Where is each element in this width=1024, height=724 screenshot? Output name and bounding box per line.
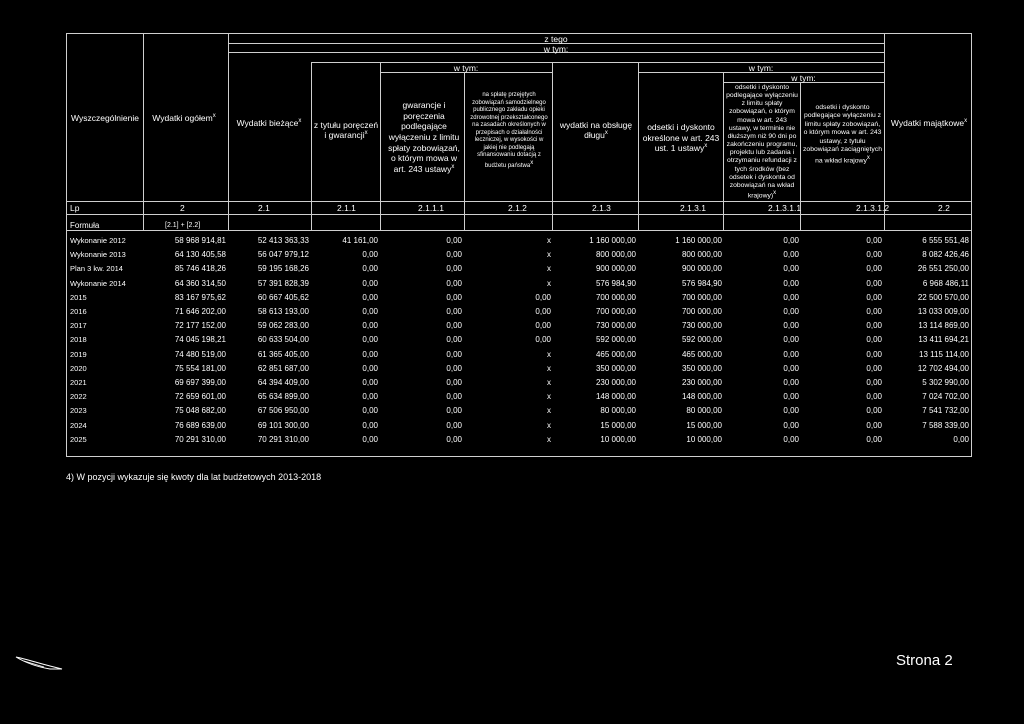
table-cell: 7 024 702,00 <box>922 392 969 402</box>
table-cell: 230 000,00 <box>595 378 636 387</box>
table-cell: 800 000,00 <box>681 250 722 260</box>
table-cell: 0,00 <box>866 236 882 245</box>
table-cell: 700 000,00 <box>681 307 722 316</box>
table-cell: 64 130 405,58 <box>174 250 226 260</box>
table-cell: 0,00 <box>446 236 462 245</box>
table-cell: 730 000,00 <box>681 321 722 331</box>
table-cell: 8 082 426,46 <box>922 250 969 260</box>
header-w-tym-top: w tym: <box>543 44 569 54</box>
table-cell: 26 551 250,00 <box>917 264 969 274</box>
table-cell: 72 659 601,00 <box>174 392 226 402</box>
lp-cell: 2.1.3.1.1 <box>768 203 802 213</box>
table-cell: 83 167 975,62 <box>174 292 226 302</box>
table-cell: 0,00 <box>362 321 378 331</box>
table-cell: 0,00 <box>362 264 378 274</box>
table-cell: 58 613 193,00 <box>257 307 309 316</box>
lp-cell: 2.1 <box>258 203 270 213</box>
table-cell: 41 161,00 <box>342 236 378 245</box>
table-cell: 7 588 339,00 <box>922 420 969 430</box>
formula-label: Formuła <box>70 221 100 230</box>
table-cell: 0,00 <box>446 349 462 359</box>
table-cell: 70 291 310,00 <box>174 434 226 444</box>
header-w-tym-right: w tym: <box>748 63 774 73</box>
header-wyszczegolnienie: Wyszczególnienie <box>71 113 139 123</box>
table-cell: 0,00 <box>866 321 882 331</box>
header-z-tytulu-poreczen: z tytułu poręczeń i gwarancji$^x$ <box>313 120 379 141</box>
table-cell: 0,00 <box>783 434 799 444</box>
table-cell: x <box>547 378 551 387</box>
table-cell: 74 045 198,21 <box>174 335 226 345</box>
table-cell: 0,00 <box>783 264 799 274</box>
table-cell: 0,00 <box>362 434 378 444</box>
table-cell: 74 480 519,00 <box>174 349 226 359</box>
row-label: 2023 <box>70 406 87 416</box>
table-cell: 67 506 950,00 <box>257 406 309 416</box>
table-cell: 13 114 869,00 <box>918 321 969 331</box>
table-cell: 64 360 314,50 <box>174 278 226 288</box>
table-cell: 0,00 <box>866 363 882 373</box>
row-label: 2020 <box>70 363 87 373</box>
table-cell: 0,00 <box>362 278 378 288</box>
table-cell: 0,00 <box>446 321 462 331</box>
table-cell: x <box>547 250 551 260</box>
table-cell: 15 000,00 <box>686 420 722 430</box>
table-cell: 0,00 <box>866 335 882 345</box>
table-cell: 56 047 979,12 <box>257 250 309 260</box>
table-cell: x <box>547 434 551 444</box>
table-cell: 900 000,00 <box>595 264 636 274</box>
table-cell: 0,00 <box>362 363 378 373</box>
table-cell: 0,00 <box>866 420 882 430</box>
table-cell: 52 413 363,33 <box>257 236 309 245</box>
table-cell: 700 000,00 <box>595 307 636 316</box>
table-cell: 0,00 <box>446 264 462 274</box>
table-cell: 65 634 899,00 <box>257 392 309 402</box>
table-cell: 57 391 828,39 <box>257 278 309 288</box>
table-cell: 592 000,00 <box>595 335 636 345</box>
header-wydatki-majatkowe: Wydatki majątkowe$^x$ <box>890 118 968 128</box>
table-cell: 592 000,00 <box>681 335 722 345</box>
table-cell: 69 101 300,00 <box>257 420 309 430</box>
table-cell: 700 000,00 <box>681 292 722 302</box>
table-cell: 465 000,00 <box>681 349 722 359</box>
table-cell: 1 160 000,00 <box>589 236 636 245</box>
table-cell: 75 048 682,00 <box>174 406 226 416</box>
table-cell: 0,00 <box>446 335 462 345</box>
table-cell: 0,00 <box>783 307 799 316</box>
table-cell: 22 500 570,00 <box>917 292 969 302</box>
table-cell: 0,00 <box>446 278 462 288</box>
header-wydatki-ogolem: Wydatki ogółem$^x$ <box>152 113 216 123</box>
table-cell: 0,00 <box>783 321 799 331</box>
table-cell: 0,00 <box>446 392 462 402</box>
table-cell: 1 160 000,00 <box>675 236 722 245</box>
lp-cell: 2.1.3 <box>592 203 611 213</box>
logo-icon <box>14 651 64 673</box>
table-cell: 465 000,00 <box>595 349 636 359</box>
table-cell: 0,00 <box>783 363 799 373</box>
table-cell: 0,00 <box>866 406 882 416</box>
table-cell: 58 968 914,81 <box>174 236 226 245</box>
table-cell: 0,00 <box>362 349 378 359</box>
table-cell: 148 000,00 <box>595 392 636 402</box>
table-cell: 0,00 <box>446 307 462 316</box>
table-cell: 0,00 <box>783 406 799 416</box>
table-cell: 0,00 <box>362 335 378 345</box>
table-cell: 59 062 283,00 <box>257 321 309 331</box>
lp-cell: 2.1.1.1 <box>418 203 444 213</box>
table-cell: 576 984,90 <box>595 278 636 288</box>
table-cell: 6 555 551,48 <box>922 236 969 245</box>
table-cell: 350 000,00 <box>595 363 636 373</box>
table-cell: 0,00 <box>783 236 799 245</box>
table-cell: 0,00 <box>446 363 462 373</box>
table-cell: 0,00 <box>783 250 799 260</box>
table-cell: 71 646 202,00 <box>174 307 226 316</box>
row-label: Plan 3 kw. 2014 <box>70 264 123 274</box>
table-cell: 0,00 <box>362 250 378 260</box>
header-wydatki-biezace: Wydatki bieżące$^x$ <box>236 118 302 128</box>
table-cell: 61 365 405,00 <box>257 349 309 359</box>
table-cell: 0,00 <box>362 307 378 316</box>
table-cell: 0,00 <box>446 420 462 430</box>
table-cell: 72 177 152,00 <box>174 321 226 331</box>
table-cell: 0,00 <box>783 349 799 359</box>
header-odsetki-90: odsetki i dyskonto podlegające wyłączeniu z limitu spłaty zobowiązań, o którym mowa w art. 243 ustawy, w terminie nie dłuższym niż 90 dni po zakończeniu programu, projektu lub zadania i otrzymaniu refundacji z tych środków (bez odsetek i dyskonta od zobowiązań na wkład krajowy)x <box>726 84 798 200</box>
row-label: Wykonanie 2014 <box>70 278 126 288</box>
table-cell: 59 195 168,26 <box>257 264 309 274</box>
lp-cell: 2.1.2 <box>508 203 527 213</box>
lp-cell: 2.1.3.1 <box>680 203 706 213</box>
table-cell: 85 746 418,26 <box>174 264 226 274</box>
table-cell: 76 689 639,00 <box>174 420 226 430</box>
table-cell: 576 984,90 <box>681 278 722 288</box>
header-odsetki-243: odsetki i dyskonto określone w art. 243 ust. 1 ustawy$^x$ <box>642 122 720 154</box>
table-cell: 730 000,00 <box>595 321 636 331</box>
table-cell: 13 411 694,21 <box>918 335 969 345</box>
row-label: 2016 <box>70 307 87 316</box>
table-cell: 0,00 <box>866 349 882 359</box>
table-cell: 62 851 687,00 <box>257 363 309 373</box>
lp-cell: 2.2 <box>938 203 950 213</box>
table-cell: 64 394 409,00 <box>257 378 309 387</box>
table-cell: 0,00 <box>362 406 378 416</box>
table-cell: x <box>547 406 551 416</box>
table-cell: 0,00 <box>783 420 799 430</box>
row-label: 2017 <box>70 321 87 331</box>
table-cell: 75 554 181,00 <box>174 363 226 373</box>
table-cell: 0,00 <box>866 378 882 387</box>
lp-cell: 2.1.3.1.2 <box>856 203 890 213</box>
table-cell: x <box>547 392 551 402</box>
table-cell: x <box>547 420 551 430</box>
row-label: 2024 <box>70 420 87 430</box>
table-cell: 800 000,00 <box>595 250 636 260</box>
header-gwarancje: gwarancje i poręczenia podlegające wyłączeniu z limitu spłaty zobowiązań, o którym mowa w art. 243 ustawy$^x$ <box>388 100 460 174</box>
header-z-tego: z tego <box>544 34 568 44</box>
table-cell: 0,00 <box>446 292 462 302</box>
footnote: 4) W pozycji wykazuje się kwoty dla lat budżetowych 2013-2018 <box>66 472 322 482</box>
row-label: 2015 <box>70 292 87 302</box>
table-cell: 13 033 009,00 <box>917 307 969 316</box>
table-cell: 15 000,00 <box>600 420 636 430</box>
table-cell: 0,00 <box>446 378 462 387</box>
table-cell: 0,00 <box>446 434 462 444</box>
row-label: 2018 <box>70 335 87 345</box>
table-cell: 700 000,00 <box>595 292 636 302</box>
table-cell: x <box>547 349 551 359</box>
table-cell: 0,00 <box>362 392 378 402</box>
row-label: 2022 <box>70 392 87 402</box>
table-cell: 0,00 <box>362 292 378 302</box>
table-cell: 0,00 <box>362 378 378 387</box>
table-cell: 900 000,00 <box>681 264 722 274</box>
row-label: 2021 <box>70 378 87 387</box>
row-label: 2019 <box>70 349 87 359</box>
table-cell: 350 000,00 <box>681 363 722 373</box>
table-cell: 5 302 990,00 <box>922 378 969 387</box>
table-cell: 0,00 <box>535 292 551 302</box>
table-cell: 0,00 <box>783 335 799 345</box>
lp-label: Lp <box>70 203 80 213</box>
table-cell: 13 115 114,00 <box>919 349 969 359</box>
table-cell: 0,00 <box>953 434 969 444</box>
lp-cell: 2 <box>180 203 185 213</box>
table-cell: 0,00 <box>446 250 462 260</box>
header-w-tym-inner: w tym: <box>791 73 816 83</box>
table-cell: 80 000,00 <box>686 406 722 416</box>
table-cell: x <box>547 363 551 373</box>
table-cell: 0,00 <box>866 392 882 402</box>
header-w-tym-left: w tym: <box>453 63 479 73</box>
table-cell: 80 000,00 <box>600 406 636 416</box>
table-cell: x <box>547 236 551 245</box>
table-cell: 69 697 399,00 <box>174 378 226 387</box>
table-cell: 10 000,00 <box>686 434 722 444</box>
table-cell: 0,00 <box>362 420 378 430</box>
table-cell: 0,00 <box>866 264 882 274</box>
table-cell: 0,00 <box>866 307 882 316</box>
row-label: Wykonanie 2013 <box>70 250 126 260</box>
table-cell: 12 702 494,00 <box>917 363 969 373</box>
table-cell: 230 000,00 <box>681 378 722 387</box>
table-cell: 0,00 <box>446 406 462 416</box>
row-label: Wykonanie 2012 <box>70 236 126 245</box>
table-cell: 0,00 <box>535 307 551 316</box>
table-cell: 0,00 <box>866 278 882 288</box>
header-wydatki-obsluge: wydatki na obsługę długu$^x$ <box>559 120 633 141</box>
table-cell: 60 667 405,62 <box>257 292 309 302</box>
table-cell: 6 968 486,11 <box>922 278 969 288</box>
table-cell: 0,00 <box>535 335 551 345</box>
table-cell: x <box>547 278 551 288</box>
table-cell: 70 291 310,00 <box>257 434 309 444</box>
table-cell: 0,00 <box>783 292 799 302</box>
header-odsetki-zac: odsetki i dyskonto podlegające wyłączeniu z limitu spłaty zobowiązań, o którym mowa w art. 243 ustawy, z tytułu zobowiązań zaciągniętych na wkład krajowyx <box>803 104 882 165</box>
header-na-splate: na spłatę przejętych zobowiązań samodzielnego publicznego zakładu opieki zdrowotnej przekształconego na zasadach określonych w przepisach o działalności leczniczej, w wysokości w jakiej nie podlegają sfinansowaniu dotacją z budżetu państwax <box>470 92 548 169</box>
table-cell: 148 000,00 <box>681 392 722 402</box>
table-cell: x <box>547 264 551 274</box>
row-label: 2025 <box>70 434 87 444</box>
lp-cell: 2.1.1 <box>337 203 356 213</box>
table-cell: 0,00 <box>783 392 799 402</box>
table-cell: 0,00 <box>783 278 799 288</box>
table-cell: 60 633 504,00 <box>257 335 309 345</box>
table-cell: 0,00 <box>866 434 882 444</box>
page-number: Strona 2 <box>896 652 953 669</box>
table-cell: 0,00 <box>783 378 799 387</box>
table-cell: 7 541 732,00 <box>922 406 969 416</box>
formula-value: [2.1] + [2.2] <box>165 222 201 229</box>
table-cell: 10 000,00 <box>600 434 636 444</box>
table-cell: 0,00 <box>866 250 882 260</box>
table-cell: 0,00 <box>866 292 882 302</box>
table-cell: 0,00 <box>535 321 551 331</box>
